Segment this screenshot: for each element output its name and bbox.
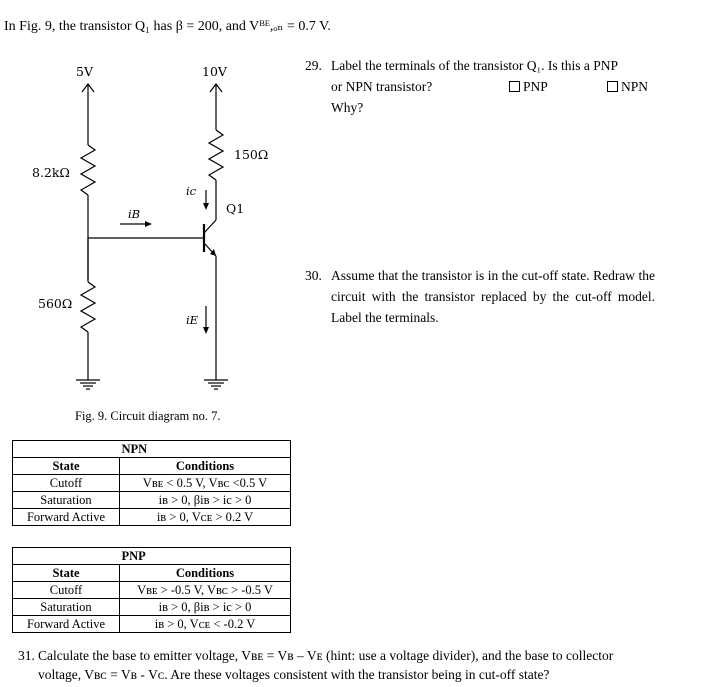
npn-state: Saturation xyxy=(13,492,120,509)
npn-condition: Vʙᴇ < 0.5 V, Vʙᴄ <0.5 V xyxy=(120,475,291,492)
label-r1: 8.2kΩ xyxy=(32,165,70,180)
ib-arrowhead xyxy=(145,221,152,227)
npn-table-title: NPN xyxy=(120,441,291,458)
option-npn-label: NPN xyxy=(621,79,649,94)
option-pnp[interactable] xyxy=(509,76,607,97)
table-row xyxy=(13,475,291,492)
checkbox-npn[interactable] xyxy=(607,81,618,92)
pnp-condition: iʙ > 0, Vᴄᴇ < -0.2 V xyxy=(120,616,291,633)
ic-arrowhead xyxy=(203,203,209,210)
label-ib: iB xyxy=(128,207,141,221)
option-pnp-label: PNP xyxy=(523,79,548,94)
npn-condition: iʙ > 0, βiʙ > ic > 0 xyxy=(120,492,291,509)
pnp-condition: Vʙᴇ > -0.5 V, Vʙᴄ > -0.5 V xyxy=(120,582,291,599)
npn-state: Forward Active xyxy=(13,509,120,526)
ground-symbol-left xyxy=(76,380,100,389)
npn-table xyxy=(12,440,291,526)
pnp-state: Saturation xyxy=(13,599,120,616)
circuit-diagram xyxy=(0,50,300,400)
label-5v: 5V xyxy=(76,64,93,79)
question-31-number: 31. xyxy=(18,648,35,663)
ground-symbol-right xyxy=(204,380,228,389)
table-row xyxy=(13,492,291,509)
question-29-line3: Why? xyxy=(331,100,364,115)
pnp-condition: iʙ > 0, βiʙ > ic > 0 xyxy=(120,599,291,616)
label-rc: 150Ω xyxy=(234,147,269,162)
pnp-title-spacer xyxy=(13,548,120,565)
pnp-table xyxy=(12,547,291,633)
npn-title-spacer xyxy=(13,441,120,458)
pnp-col-conditions: Conditions xyxy=(120,565,291,582)
npn-condition: iʙ > 0, Vᴄᴇ > 0.2 V xyxy=(120,509,291,526)
npn-state: Cutoff xyxy=(13,475,120,492)
checkbox-pnp[interactable] xyxy=(509,81,520,92)
table-row xyxy=(13,616,291,633)
table-row xyxy=(13,509,291,526)
label-ic: ic xyxy=(186,184,197,198)
label-r2: 560Ω xyxy=(38,296,73,311)
pnp-col-state: State xyxy=(13,565,120,582)
pnp-table-title: PNP xyxy=(120,548,291,565)
intro-text: In Fig. 9, the transistor Q₁ has β = 200, and Vᴮᴱ,ₒₙ = 0.7 V. xyxy=(4,19,331,34)
resistor-r2 xyxy=(81,282,95,332)
pnp-state: Cutoff xyxy=(13,582,120,599)
question-31-line2: voltage, Vʙᴄ = Vʙ - Vᴄ. Are these voltages consistent with the transistor being in cut-off state? xyxy=(38,667,550,682)
question-31 xyxy=(18,646,718,684)
label-10v: 10V xyxy=(202,64,227,79)
question-30-number: 30. xyxy=(305,268,322,283)
question-29-line2: or NPN transistor? xyxy=(331,79,433,94)
label-q1: Q1 xyxy=(226,201,245,216)
resistor-r1 xyxy=(81,145,95,195)
question-30 xyxy=(305,265,655,328)
question-31-line1: Calculate the base to emitter voltage, Vʙᴇ = Vʙ – Vᴇ (hint: use a voltage divider), and the base to collector xyxy=(38,648,614,663)
figure-caption: Fig. 9. Circuit diagram no. 7. xyxy=(75,409,221,423)
npn-col-state: State xyxy=(13,458,120,475)
table-row xyxy=(13,599,291,616)
npn-col-conditions: Conditions xyxy=(120,458,291,475)
ie-arrowhead xyxy=(203,327,209,334)
question-29-number: 29. xyxy=(305,58,322,73)
pnp-state: Forward Active xyxy=(13,616,120,633)
question-30-text: Assume that the transistor is in the cut-off state. Redraw the circuit with the transistor replaced by the cut-off model. Label the terminals. xyxy=(331,268,655,325)
option-npn[interactable] xyxy=(607,76,648,97)
label-ie: iE xyxy=(186,313,199,327)
question-29-line1: Label the terminals of the transistor Q₁. Is this a PNP xyxy=(331,58,619,73)
table-row xyxy=(13,582,291,599)
resistor-rc xyxy=(209,130,223,180)
question-29 xyxy=(305,55,655,118)
